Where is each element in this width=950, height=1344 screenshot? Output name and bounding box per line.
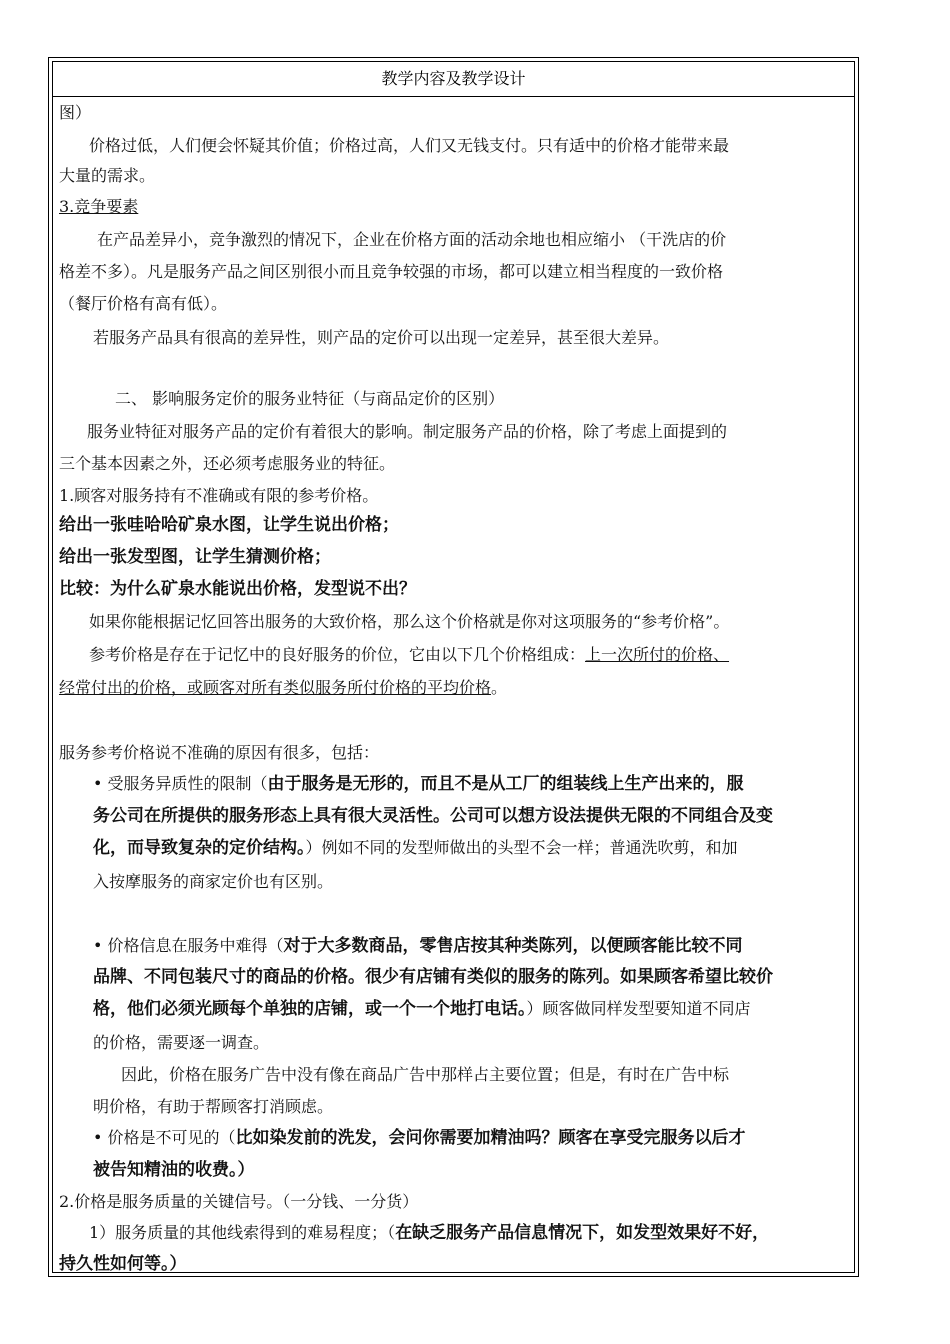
text-line-bold: 给出一张哇哈哈矿泉水图，让学生说出价格； bbox=[59, 515, 399, 535]
text-line-bold: 品牌、不同包装尺寸的商品的价格。很少有店铺有类似的服务的陈列。如果顾客希望比较价 bbox=[93, 967, 773, 987]
text-line bbox=[59, 677, 507, 699]
text-line: 1.顾客对服务持有不准确或有限的参考价格。 bbox=[59, 486, 379, 505]
content-area bbox=[53, 97, 854, 1272]
text-line bbox=[89, 644, 729, 666]
text-line: 服务参考价格说不准确的原因有很多，包括： bbox=[59, 743, 380, 762]
text-line: 如果你能根据记忆回答出服务的大致价格，那么这个价格就是你对这项服务的“参考价格”。 bbox=[89, 612, 730, 631]
text-run-bold: 比如染发前的洗发，会问你需要加精油吗？顾客在享受完服务以后才 bbox=[235, 1128, 746, 1148]
text-line bbox=[89, 1222, 769, 1244]
text-run-bold: 对于大多数商品，零售店按其种类陈列，以便顾客能比较不同 bbox=[283, 936, 743, 956]
text-line: 因此，价格在服务广告中没有像在商品广告中那样占主要位置；但是，有时在广告中标 bbox=[121, 1065, 730, 1084]
bullet-item bbox=[93, 1127, 746, 1149]
text-run-bold: 格，他们必须光顾每个单独的店铺，或一个一个地打电话。 bbox=[93, 999, 527, 1019]
text-line: 大量的需求。 bbox=[59, 166, 156, 185]
text-line-bold: 被告知精油的收费。） bbox=[93, 1160, 255, 1180]
text-line: 入按摩服务的商家定价也有区别。 bbox=[93, 872, 334, 891]
text-line: 2.价格是服务质量的关键信号。（一分钱、一分货） bbox=[59, 1192, 419, 1211]
section-heading: 二、 影响服务定价的服务业特征（与商品定价的区别） bbox=[115, 389, 505, 408]
text-line: 明价格，有助于帮顾客打消顾虑。 bbox=[93, 1097, 334, 1116]
text-line: 服务业特征对服务产品的定价有着很大的影响。制定服务产品的价格，除了考虑上面提到的 bbox=[87, 422, 728, 441]
text-line: 价格过低，人们便会怀疑其价值；价格过高，人们又无钱支付。只有适中的价格才能带来最 bbox=[89, 136, 730, 155]
text-run: 参考价格是存在于记忆中的良好服务的价位，它由以下几个价格组成： bbox=[89, 645, 586, 664]
text-line: （餐厅价格有高有低）。 bbox=[59, 294, 228, 313]
text-line bbox=[93, 837, 738, 859]
text-run-bold: 化，而导致复杂的定价结构。 bbox=[93, 838, 306, 858]
text-line-bold: 比较：为什么矿泉水能说出价格，发型说不出？ bbox=[59, 579, 416, 599]
text-run-bold: 由于服务是无形的，而且不是从工厂的组装线上生产出来的，服 bbox=[267, 774, 744, 794]
table-cell bbox=[52, 61, 855, 1273]
text-run: • 价格是不可见的（ bbox=[93, 1128, 236, 1147]
bullet-item bbox=[93, 935, 743, 957]
text-line: 三个基本因素之外，还必须考虑服务业的特征。 bbox=[59, 454, 396, 473]
text-line: 在产品差异小，竞争激烈的情况下，企业在价格方面的活动余地也相应缩小 （干洗店的价 bbox=[97, 230, 727, 249]
text-run: • 受服务异质性的限制（ bbox=[93, 774, 268, 793]
text-line-bold: 给出一张发型图，让学生猜测价格； bbox=[59, 547, 331, 567]
text-line-bold: 务公司在所提供的服务形态上具有很大灵活性。公司可以想方设法提供无限的不同组合及变 bbox=[93, 806, 773, 826]
text-line: 格差不多）。凡是服务产品之间区别很小而且竞争较强的市场，都可以建立相当程度的一致价格 bbox=[59, 262, 724, 281]
underlined-text: 经常付出的价格，或顾客对所有类似服务所付价格的平均价格 bbox=[59, 678, 492, 697]
underlined-text: 上一次所付的价格、 bbox=[585, 645, 730, 664]
section-heading: 3.竞争要素 bbox=[59, 197, 139, 216]
text-run: ）例如不同的发型师做出的头型不会一样；普通洗吹剪，和加 bbox=[305, 838, 738, 857]
text-run: ）顾客做同样发型要知道不同店 bbox=[526, 999, 751, 1018]
text-run: 1）服务质量的其他线索得到的难易程度；（ bbox=[89, 1223, 396, 1242]
text-run: 。 bbox=[491, 678, 508, 697]
text-run-bold: 在缺乏服务产品信息情况下，如发型效果好不好， bbox=[395, 1223, 770, 1243]
text-line: 若服务产品具有很高的差异性，则产品的定价可以出现一定差异，甚至很大差异。 bbox=[93, 328, 670, 347]
bullet-item bbox=[93, 773, 744, 795]
text-line: 的价格，需要逐一调查。 bbox=[93, 1033, 270, 1052]
text-line-bold: 持久性如何等。） bbox=[59, 1254, 187, 1274]
text-line: 图） bbox=[59, 103, 92, 122]
text-run: • 价格信息在服务中难得（ bbox=[93, 936, 284, 955]
table-header: 教学内容及教学设计 bbox=[53, 62, 854, 97]
document-frame bbox=[48, 57, 859, 1277]
text-line bbox=[93, 998, 751, 1020]
